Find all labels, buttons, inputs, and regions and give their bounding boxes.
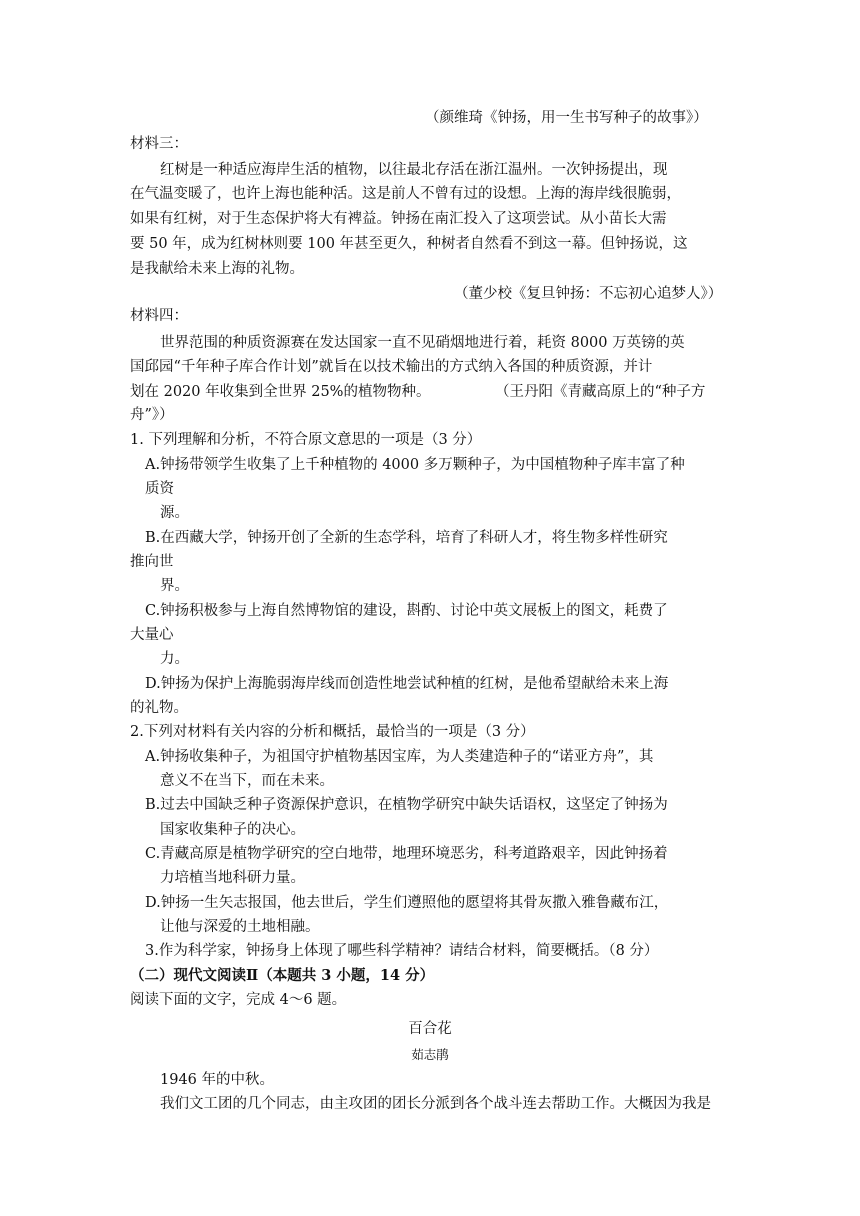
q2-option-a-cont: 意义不在当下，而在未来。 [160, 773, 334, 789]
q1-option-d-cont: 的礼物。 [130, 700, 188, 716]
q2-option-a: A.钟扬收集种子，为祖国守护植物基因宝库，为人类建造种子的“诺亚方舟”，其 [145, 749, 654, 765]
q1-option-c: C.钟扬积极参与上海自然博物馆的建设，斟酌、讨论中英文展板上的图文，耗费了 [145, 603, 668, 619]
material4-line: 舟”》） [130, 407, 174, 423]
q1-option-b-cont: 推向世 [130, 554, 174, 570]
material3-heading: 材料三： [130, 136, 188, 152]
question-2-stem: 2.下列对材料有关内容的分析和概括，最恰当的一项是（3 分） [130, 724, 535, 740]
story-author: 茹志鹃 [411, 1047, 449, 1062]
story-title: 百合花 [408, 1021, 452, 1037]
material4-source: （王丹阳《青藏高原上的“种子方 [495, 384, 706, 400]
material3-line: 是我献给未来上海的礼物。 [130, 261, 304, 277]
q1-option-c-cont: 大量心 [130, 627, 174, 643]
q1-option-d: D.钟扬为保护上海脆弱海岸线而创造性地尝试种植的红树，是他希望献给未来上海 [145, 676, 669, 692]
q1-option-b: B.在西藏大学，钟扬开创了全新的生态学科，培育了科研人才，将生物多样性研究 [145, 530, 668, 546]
q2-option-d: D.钟扬一生矢志报国，他去世后，学生们遵照他的愿望将其骨灰撒入雅鲁藏布江， [145, 895, 669, 911]
question-3-stem: 3.作为科学家，钟扬身上体现了哪些科学精神？请结合材料，简要概括。（8 分） [145, 943, 659, 959]
material4-heading: 材料四： [130, 308, 188, 324]
section-instruction: 阅读下面的文字，完成 4～6 题。 [130, 992, 347, 1008]
section-heading: （二）现代文阅读Ⅱ（本题共 3 小题，14 分） [130, 967, 435, 984]
q1-option-b-cont: 界。 [160, 578, 189, 594]
material3-line: 如果有红树，对于生态保护将大有裨益。钟扬在南汇投入了这项尝试。从小苗长大需 [130, 211, 667, 227]
material4-line: 世界范围的种质资源赛在发达国家一直不见硝烟地进行着，耗资 8000 万英镑的英 [160, 335, 685, 351]
story-paragraph: 1946 年的中秋。 [160, 1072, 275, 1088]
q1-option-a-cont: 源。 [160, 505, 189, 521]
material3-line: 要 50 年，成为红树林则要 100 年甚至更久，种树者自然看不到这一幕。但钟扬说，这 [130, 236, 688, 252]
q2-option-d-cont: 让他与深爱的土地相融。 [160, 919, 320, 935]
q2-option-c-cont: 力培植当地科研力量。 [160, 870, 305, 886]
question-1-stem: 1. 下列理解和分析，不符合原文意思的一项是（3 分） [130, 432, 482, 448]
story-paragraph: 我们文工团的几个同志，由主攻团的团长分派到各个战斗连去帮助工作。大概因为我是 [160, 1096, 711, 1112]
material4-line: 划在 2020 年收集到全世界 25%的植物物种。 [130, 384, 431, 400]
q2-option-b-cont: 国家收集种子的决心。 [160, 822, 305, 838]
q2-option-b: B.过去中国缺乏种子资源保护意识，在植物学研究中缺失话语权，这坚定了钟扬为 [145, 797, 668, 813]
q1-option-c-cont: 力。 [160, 651, 189, 667]
q1-option-a-cont: 质资 [145, 481, 174, 497]
q2-option-c: C.青藏高原是植物学研究的空白地带，地理环境恶劣，科考道路艰辛，因此钟扬着 [145, 846, 668, 862]
material2-source: （颜维琦《钟扬，用一生书写种子的故事》） [425, 110, 708, 126]
material3-source: （董少校《复旦钟扬：不忘初心追梦人》） [454, 286, 723, 302]
material3-line: 在气温变暖了，也许上海也能种活。这是前人不曾有过的设想。上海的海岸线很脆弱， [130, 186, 681, 202]
material3-line: 红树是一种适应海岸生活的植物，以往最北存活在浙江温州。一次钟扬提出，现 [160, 162, 668, 178]
material4-line: 国邱园“千年种子库合作计划”就旨在以技术输出的方式纳入各国的种质资源，并计 [130, 359, 653, 375]
q1-option-a: A.钟扬带领学生收集了上千种植物的 4000 多万颗种子，为中国植物种子库丰富了种 [145, 457, 685, 473]
